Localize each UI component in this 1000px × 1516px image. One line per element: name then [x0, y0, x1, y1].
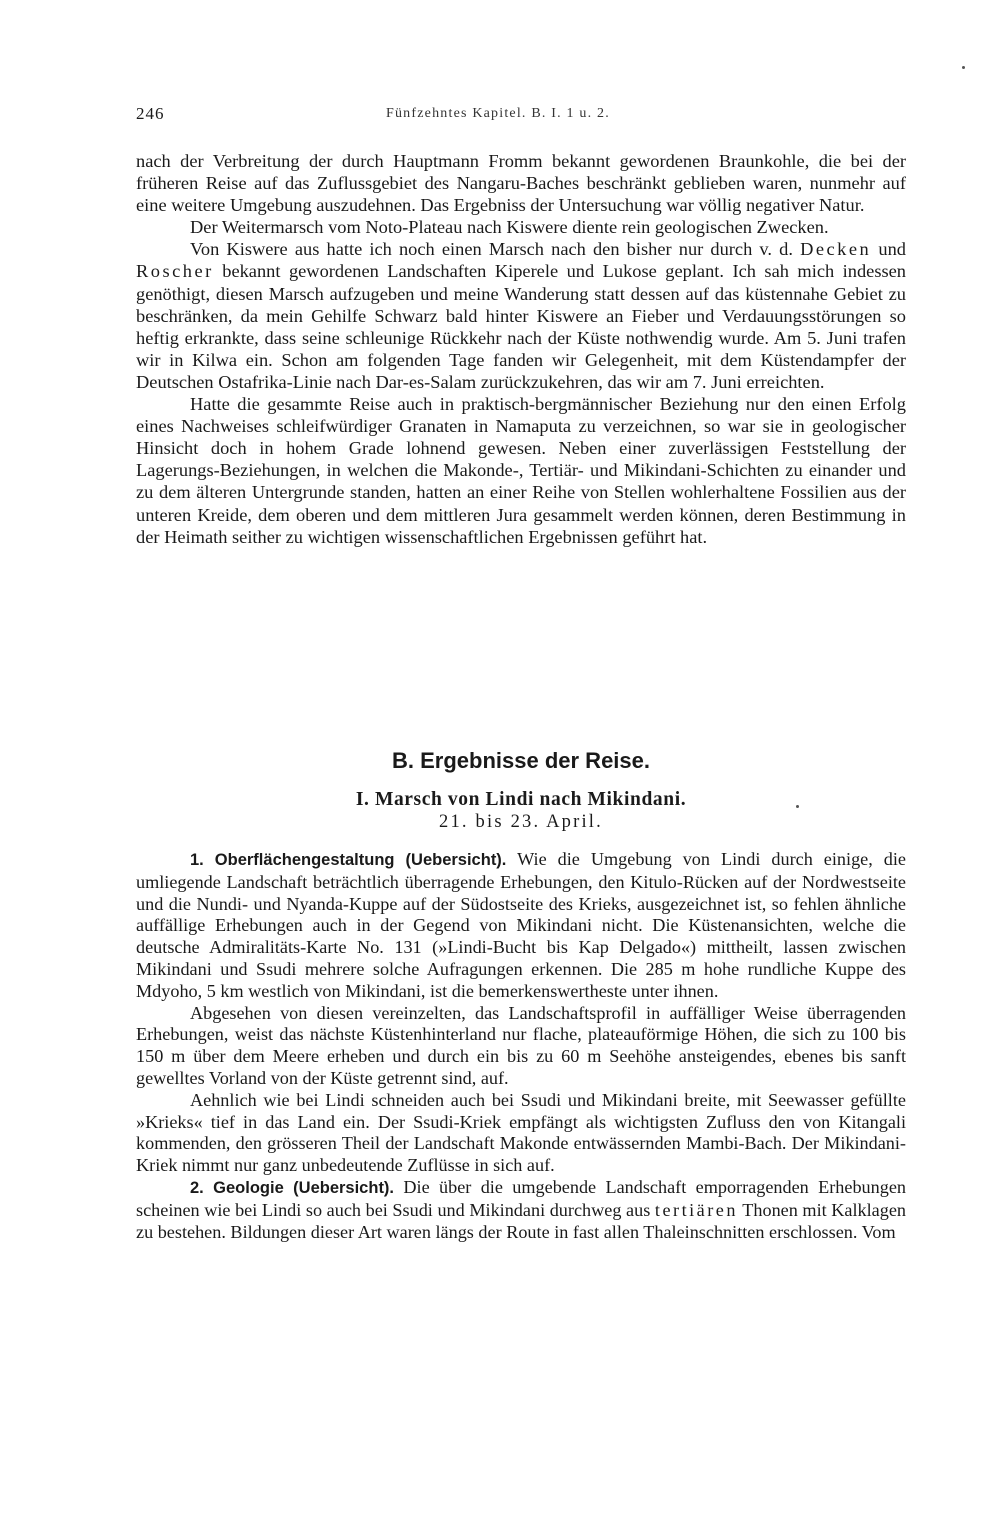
page-number: 246 — [136, 104, 165, 123]
dateline: 21. bis 23. April. — [439, 812, 603, 832]
paragraph: Hatte die gesammte Reise auch in praktisch-bergmännischer Beziehung nur den einen Erfolg eines Nachweises schleifwürdiger Granaten in Namaputa zu verzeichnen, so war sie in geologischer Hinsicht doch in hohem Grade lohnend gewesen. Neben einer zuverlässigen Feststellung der Lagerungs-Beziehungen, in welchen die Makonde-, Tertiär- und Mikindani-Schichten zu einander und zu dem älteren Untergrunde standen, hatten an einer Reihe von Stellen wohlerhaltene Fossilien aus der unteren Kreide, dem oberen und dem mittleren Jura gesammelt werden können, deren Bestimmung in der Heimath seither zu wichtigen wissenschaftlichen Ergebnissen geführt hat. — [136, 394, 906, 547]
run-in-heading: 2. Geologie (Uebersicht). — [190, 1178, 395, 1197]
page-header — [136, 104, 906, 128]
text-run: Thonen mit Kalklagen zu bestehen. Bildungen dieser Art waren längs der Route in fast allen Thaleinschnitten erschlossen. Vom — [136, 1199, 907, 1242]
scan-speck — [796, 805, 799, 808]
run-in-heading: 1. Oberflächengestaltung (Uebersicht). — [190, 851, 507, 869]
intro-text — [136, 150, 906, 548]
paragraph — [136, 1177, 906, 1243]
section-heading: B. Ergebnisse der Reise. — [392, 748, 650, 773]
name-roscher: Roscher — [136, 261, 214, 282]
paragraph: nach der Verbreitung der durch Hauptmann Fromm bekannt gewordenen Braunkohle, die bei der früheren Reise auf das Zuflussgebiet des Nangaru-Baches beschränkt geblieben waren, nunmehr auf eine weitere Umgebung auszudehnen. Das Ergebniss der Untersuchung war völlig negativer Natur. — [136, 151, 906, 216]
subsection-heading: I. Marsch von Lindi nach Mikindani. — [355, 789, 687, 810]
scan-speck — [962, 66, 965, 69]
paragraph — [136, 849, 906, 1003]
paragraph: Aehnlich wie bei Lindi schneiden auch bei Ssudi und Mikindani breite, mit Seewasser gefüllte »Krieks« tief in das Land ein. Der Ssudi-Kriek empfängt als wichtigsten Zufluss den von Kitangali kommenden, den grösseren Theil der Landschaft Makonde entwässernden Mambi-Bach. Der Mikindani-Kriek nimmt nur ganz unbedeutende Zuflüsse in sich auf. — [136, 1089, 906, 1176]
text-run: Wie die Umgebung von Lindi durch einige, die umliegende Landschaft beträchtlich überragende Erhebungen, den Kitulo-Rücken auf der Nordwestseite und die Nundi- und Nyanda-Kuppe auf der Südostseite des Krieks, ausgezeichnet ist, so fehlen ähnliche auffällige Erhebungen auch in der Gegend von Mikindani nicht. Die Küstenansichten, welche die deutsche Admiralitäts-Karte No. 131 (»Lindi-Bucht bis Kap Delgado«) mittheilt, lassen zwischen Mikindani und Ssudi mehrere solche Aufragungen erkennen. Die 285 m hohe rundliche Kuppe des Mdyoho, 5 km westlich von Mikindani, ist die bemerkenswertheste unter ihnen. — [136, 849, 907, 1001]
text-run: bekannt gewordenen Landschaften Kiperele und Lukose geplant. Ich sah mich indessen genöthigt, diesen Marsch aufzugeben und meine Wanderung statt dessen auf das küstennahe Gebiet zu beschränken, da mein Gehilfe Schwarz bald hinter Kiswere an Fieber und Verdauungsstörungen so heftig erkrankte, dass seine schleunige Rückkehr nach der Küste nothwendig wurde. Am 5. Juni trafen wir in Kilwa ein. Schon am folgenden Tage fanden wir Gelegenheit, mit dem Küstendampfer der Deutschen Ostafrika-Linie nach Dar-es-Salam zurückzukehren, das wir am 7. Juni erreichten. — [136, 261, 906, 392]
emphasis-tertiaer: tertiären — [654, 1199, 738, 1220]
running-title: Fünfzehntes Kapitel. B. I. 1 u. 2. — [386, 106, 610, 121]
text-run: Die über die umgebende Landschaft emporragenden Erhebungen scheinen wie bei Lindi so auch bei Ssudi und Mikindani durchweg aus — [136, 1176, 906, 1220]
paragraph: Der Weitermarsch vom Noto-Plateau nach Kiswere diente rein geologischen Zwecken. — [190, 217, 829, 238]
paragraph: Abgesehen von diesen vereinzelten, das Landschaftsprofil in auffälliger Weise überragenden Erhebungen, weist das nächste Küstenhinterland nur flache, plateauförmige Höhen, die sich zu 100 bis 150 m über dem Meere erheben und durch ein bis zu 60 m Seehöhe ansteigendes, ebenes bis sanft gewelltes Vorland von der Küste getrennt sind, auf. — [136, 1002, 906, 1088]
paragraph — [136, 238, 906, 393]
text-run: Von Kiswere aus hatte ich noch einen Marsch nach den bisher nur durch v. d. — [190, 239, 793, 260]
name-decken: Decken — [800, 239, 872, 260]
results-text — [136, 849, 906, 1243]
text-run: und — [878, 239, 906, 260]
